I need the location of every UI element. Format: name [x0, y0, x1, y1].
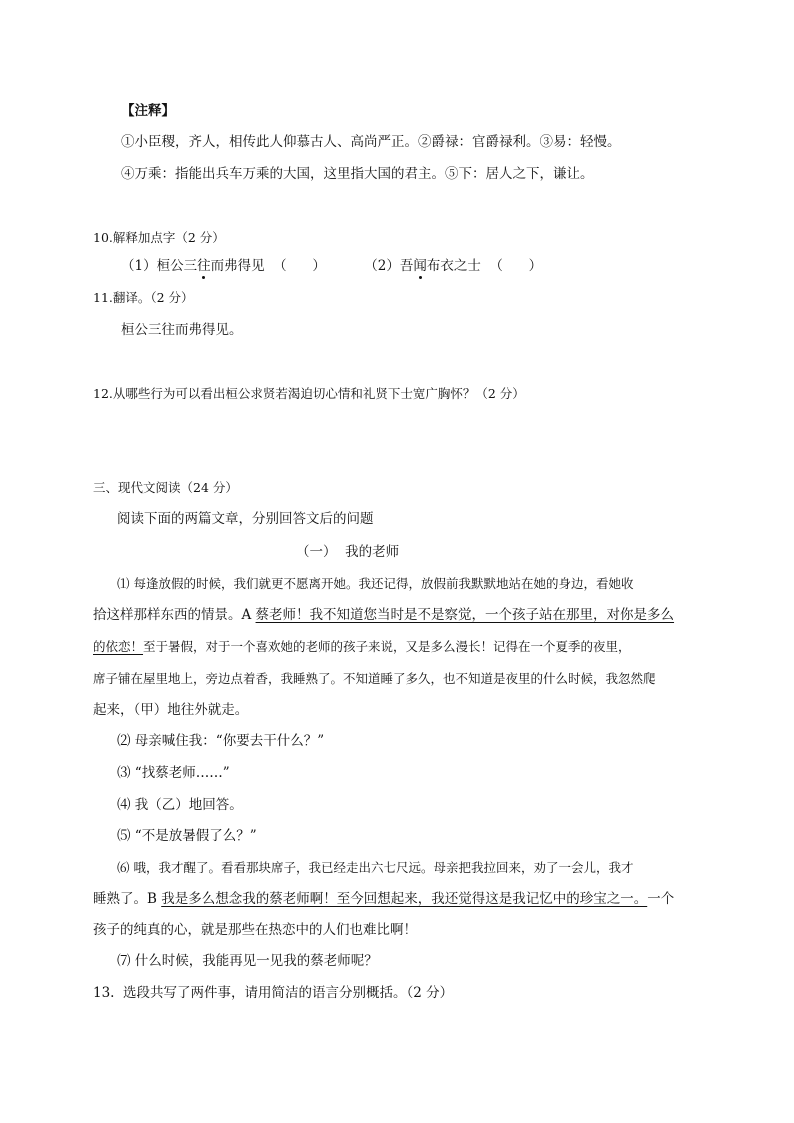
q10-items [121, 256, 542, 276]
passage-p1-line3 [93, 637, 631, 657]
passage-p6-line3: 孩子的纯真的心，就是那些在热恋中的人们也难比啊！ [93, 922, 417, 938]
section3-title: 三、现代文阅读（24 分） [93, 480, 238, 495]
q10-item1-dotted-char: 往 [197, 258, 211, 274]
passage-p6-line2 [93, 889, 674, 909]
passage-p4: ⑷ 我（乙）地回答。 [117, 797, 243, 813]
passage-p1-line2 [93, 605, 674, 625]
passage-p1-line5: 起来，（甲）地往外就走。 [93, 702, 249, 718]
article-title: （一） 我的老师 [296, 544, 400, 560]
passage-p7: ⑺ 什么时候，我能再见一见我的蔡老师呢？ [117, 953, 378, 969]
q10-item-1 [121, 258, 330, 274]
p6-line2-post: 一个 [647, 891, 675, 907]
passage-p3: ⑶ “找蔡老师……” [117, 765, 230, 781]
q10-item2-post: 布衣之士 （ ） [426, 258, 543, 274]
q10-item2-dotted-char: 闻 [413, 258, 427, 274]
p1-line2-pre: 拾这样那样东西的情景。A [93, 607, 256, 623]
q11-text: 桓公三往而弗得见。 [121, 322, 243, 338]
q12-title: 12.从哪些行为可以看出桓公求贤若渴迫切心情和礼贤下士宽广胸怀？（2 分） [93, 386, 525, 401]
q11-title: 11.翻译。（2 分） [93, 290, 194, 305]
q10-item1-pre: （1）桓公三 [121, 258, 198, 274]
underlined-sentence-b: 我是多么想念我的蔡老师啊！至今回想起来，我还觉得这是我记忆中的珍宝之一。 [161, 891, 648, 907]
p6-line2-pre: 睡熟了。B [93, 891, 162, 907]
underlined-sentence-a-end: 的依恋！ [93, 639, 144, 654]
p1-line3-post: 至于暑假，对于一个喜欢她的老师的孩子来说，又是多么漫长！记得在一个夏季的夜里， [143, 639, 631, 654]
q10-item2-pre: （2）吾 [364, 258, 414, 274]
passage-p1-line1: ⑴ 每逢放假的时候，我们就更不愿离开她。我还记得，放假前我默默地站在她的身边，看她收 [117, 576, 634, 591]
q10-title: 10.解释加点字（2 分） [93, 230, 225, 245]
passage-p6-line1: ⑹ 哦，我才醒了。看看那块席子，我已经走出六七尺远。母亲把我拉回来，劝了一会儿，我才 [117, 860, 634, 875]
passage-p2: ⑵ 母亲喊住我：“你要去干什么？” [117, 733, 325, 749]
underlined-sentence-a: 蔡老师！我不知道您当时是不是察觉，一个孩子站在那里，对你是多么 [255, 607, 675, 623]
q13-title: 13. 选段共写了两件事，请用简洁的语言分别概括。（2 分） [93, 985, 454, 1001]
passage-p1-line4: 席子铺在屋里地上，旁边点着香，我睡熟了。不知道睡了多久，也不知道是夜里的什么时候，我忽然爬 [93, 671, 656, 686]
notes-line-1: ①小臣稷，齐人，相传此人仰慕古人、高尚严正。②爵禄：官爵禄利。③易：轻慢。 [121, 134, 621, 150]
q10-item1-post: 而弗得见 （ ） [210, 258, 326, 274]
section3-instruction: 阅读下面的两篇文章，分别回答文后的问题 [117, 511, 374, 527]
q10-item-2 [364, 258, 542, 274]
notes-line-2: ④万乘：指能出兵车万乘的大国，这里指大国的君主。⑤下：居人之下，谦让。 [121, 166, 594, 182]
passage-p5: ⑸ “不是放暑假了么？” [117, 828, 257, 844]
notes-heading: 【注释】 [121, 103, 175, 119]
